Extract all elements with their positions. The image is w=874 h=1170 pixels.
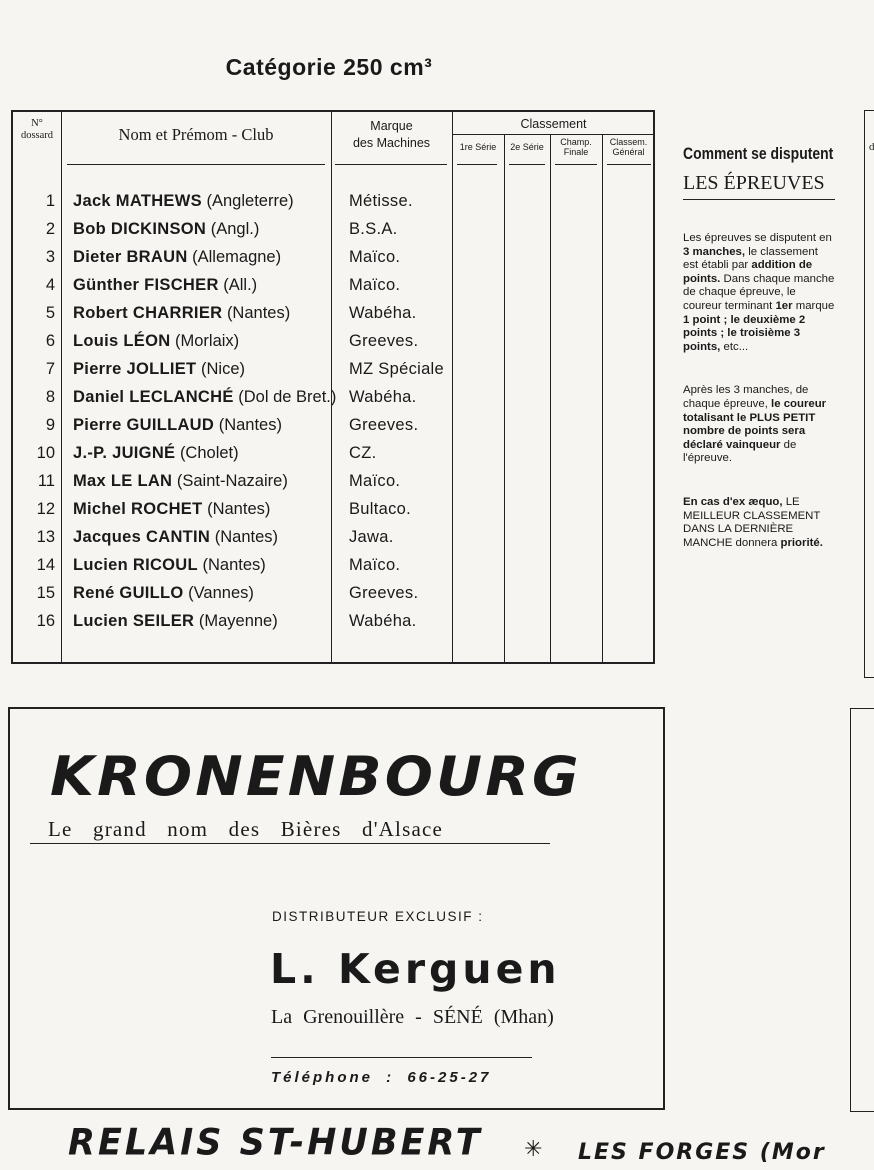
brand-logo: KRONENBOURG bbox=[50, 745, 582, 808]
distributor-label: DISTRIBUTEUR EXCLUSIF : bbox=[272, 909, 484, 924]
rider-name-club bbox=[73, 192, 294, 211]
text-bold: En cas d'ex æquo, bbox=[683, 495, 783, 508]
header-classement: Classement bbox=[520, 117, 587, 131]
bib-number: 14 bbox=[36, 556, 55, 574]
table-row bbox=[13, 468, 657, 496]
machine-brand: Maïco. bbox=[349, 556, 401, 574]
header-rule bbox=[452, 134, 655, 135]
table-row bbox=[13, 524, 657, 552]
text: le classement est établi par bbox=[683, 245, 818, 272]
header-no-text: N° bbox=[31, 118, 43, 129]
table-row bbox=[13, 216, 657, 244]
header-brand-line1: Marque bbox=[370, 119, 413, 133]
rider-club: (Morlaix) bbox=[175, 332, 240, 350]
table-row bbox=[13, 188, 657, 216]
bib-number: 16 bbox=[36, 612, 55, 630]
header-rule bbox=[509, 164, 545, 165]
bib-number: 11 bbox=[37, 472, 55, 490]
rider-club: (Nantes) bbox=[218, 416, 282, 434]
bib-number: 10 bbox=[36, 444, 55, 462]
adjacent-box-fragment bbox=[850, 708, 874, 1112]
rider-name-club bbox=[73, 500, 270, 519]
table-row bbox=[13, 412, 657, 440]
header-rule bbox=[335, 164, 447, 165]
rider-name: Lucien RICOUL bbox=[73, 556, 198, 574]
rider-name-club bbox=[73, 304, 290, 323]
bib-number: 1 bbox=[45, 192, 55, 210]
header-general-line1: Classem. bbox=[609, 137, 648, 147]
header-dossard bbox=[13, 118, 61, 142]
table-row bbox=[13, 272, 657, 300]
text: Après les 3 manches, de chaque épreuve, bbox=[683, 384, 809, 410]
rider-name: Jack MATHEWS bbox=[73, 192, 202, 210]
table-row bbox=[13, 580, 657, 608]
rider-club: (Saint-Nazaire) bbox=[176, 472, 288, 490]
table-row bbox=[13, 244, 657, 272]
machine-brand: Maïco. bbox=[349, 472, 401, 490]
rider-club: (Nantes) bbox=[214, 528, 279, 546]
machine-brand: CZ. bbox=[349, 444, 377, 462]
rider-club: (Cholet) bbox=[179, 444, 239, 462]
header-rule bbox=[67, 164, 325, 165]
header-dossard-text: dossard bbox=[20, 130, 54, 142]
sidebar-heading: Comment se disputent bbox=[683, 144, 834, 163]
rules-paragraph-points bbox=[683, 232, 835, 354]
header-rule bbox=[457, 164, 497, 165]
rider-club: (Nantes) bbox=[207, 500, 271, 518]
header-champ-finale bbox=[550, 137, 602, 158]
fragment-text: d bbox=[869, 141, 874, 153]
text: de l'épreuve. bbox=[683, 438, 797, 465]
rider-club: (Nantes) bbox=[226, 304, 291, 322]
header-champ-line2: Finale bbox=[563, 147, 589, 158]
text: LE MEILLEUR CLASSEMENT DANS LA DERNIÈRE MANCHE donnera bbox=[683, 495, 821, 549]
rider-name: Dieter BRAUN bbox=[73, 248, 188, 266]
text-bold: priorité. bbox=[780, 536, 823, 549]
machine-brand: B.S.A. bbox=[349, 220, 398, 238]
rider-club: (Nantes) bbox=[202, 556, 266, 574]
dealer-phone: Téléphone : 66-25-27 bbox=[271, 1069, 492, 1086]
bib-number: 4 bbox=[45, 276, 55, 294]
rider-name: Bob DICKINSON bbox=[73, 220, 207, 238]
header-general bbox=[602, 137, 655, 158]
header-champ-line1: Champ. bbox=[560, 137, 592, 147]
rider-name: Pierre JOLLIET bbox=[73, 360, 197, 378]
header-brand-line2: des Machines bbox=[352, 136, 431, 151]
rider-club: (All.) bbox=[223, 276, 258, 294]
bib-number: 9 bbox=[45, 416, 55, 434]
header-serie2: 2e Série bbox=[510, 142, 544, 152]
header-general-line2: Général bbox=[612, 147, 645, 158]
text: Dans chaque manche de chaque épreuve, le coureur terminant bbox=[683, 272, 835, 312]
text: Les épreuves se disputent en bbox=[683, 232, 832, 244]
rider-club: (Allemagne) bbox=[192, 248, 282, 266]
rider-name-club bbox=[73, 612, 278, 631]
rider-club: (Angl.) bbox=[210, 220, 260, 238]
table-row bbox=[13, 300, 657, 328]
rules-paragraph-tiebreak bbox=[683, 496, 835, 550]
text-bold: 1er bbox=[775, 299, 793, 312]
dealer-name: L. Kerguen bbox=[270, 945, 561, 993]
table-row bbox=[13, 608, 657, 636]
dealer-address: La Grenouillère - SÉNÉ (Mhan) bbox=[271, 1006, 554, 1028]
table-row bbox=[13, 328, 657, 356]
header-name-club: Nom et Prémom - Club bbox=[118, 125, 274, 144]
text: marque bbox=[792, 299, 835, 312]
bib-number: 8 bbox=[45, 388, 55, 406]
results-table bbox=[11, 110, 655, 664]
header-rule bbox=[607, 164, 651, 165]
header-brand bbox=[331, 119, 452, 151]
forges-banner: LES FORGES (Mor bbox=[578, 1140, 826, 1165]
text-bold: le coureur totalisant le PLUS PETIT nombre de points sera déclaré vainqueur bbox=[683, 397, 827, 451]
rider-name: Michel ROCHET bbox=[73, 500, 203, 518]
machine-brand: Maïco. bbox=[349, 248, 401, 266]
rider-name: Max LE LAN bbox=[73, 472, 173, 490]
rider-club: (Dol de Bret.) bbox=[238, 388, 337, 406]
rider-name: J.-P. JUIGNÉ bbox=[73, 444, 176, 462]
rider-name: Lucien SEILER bbox=[73, 612, 195, 630]
header-rule bbox=[555, 164, 597, 165]
rider-name-club bbox=[73, 472, 288, 491]
text-bold: 1 point ; le deuxième 2 points ; le troisième 3 points, bbox=[683, 313, 806, 353]
machine-brand: Wabéha. bbox=[349, 612, 417, 630]
machine-brand: Maïco. bbox=[349, 276, 401, 294]
rider-name-club bbox=[73, 276, 257, 295]
category-title: Catégorie 250 cm³ bbox=[225, 54, 433, 80]
bib-number: 2 bbox=[45, 220, 55, 238]
machine-brand: MZ Spéciale bbox=[349, 360, 445, 378]
rider-name-club bbox=[73, 388, 336, 407]
table-row bbox=[13, 384, 657, 412]
text-bold: addition de points. bbox=[683, 259, 813, 285]
rider-name: René GUILLO bbox=[73, 584, 184, 602]
bib-number: 6 bbox=[45, 332, 55, 350]
star-icon: ✳ bbox=[524, 1136, 543, 1161]
header-serie1: 1re Série bbox=[459, 142, 497, 152]
rules-paragraph-winner bbox=[683, 384, 835, 466]
relais-banner: RELAIS ST-HUBERT bbox=[68, 1122, 483, 1164]
machine-brand: Greeves. bbox=[349, 416, 419, 434]
bib-number: 13 bbox=[36, 528, 55, 546]
machine-brand: Jawa. bbox=[349, 528, 394, 546]
rider-club: (Vannes) bbox=[188, 584, 254, 602]
table-row bbox=[13, 496, 657, 524]
brand-tagline: Le grand nom des Bières d'Alsace bbox=[48, 817, 444, 841]
rules-sidebar bbox=[683, 110, 835, 550]
table-row bbox=[13, 552, 657, 580]
bib-number: 7 bbox=[45, 360, 55, 378]
rider-name-club bbox=[73, 584, 254, 603]
rider-name-club bbox=[73, 248, 281, 267]
kronenbourg-ad bbox=[8, 707, 665, 1110]
machine-brand: Wabéha. bbox=[349, 388, 417, 406]
rider-name-club bbox=[73, 416, 282, 435]
rider-name: Robert CHARRIER bbox=[73, 304, 223, 322]
machine-brand: Greeves. bbox=[349, 332, 419, 350]
rider-name: Pierre GUILLAUD bbox=[73, 416, 215, 434]
machine-brand: Wabéha. bbox=[349, 304, 417, 322]
rider-name-club bbox=[73, 528, 278, 547]
machine-brand: Greeves. bbox=[349, 584, 419, 602]
bib-number: 12 bbox=[36, 500, 55, 518]
rider-club: (Mayenne) bbox=[198, 612, 278, 630]
adjacent-table-fragment bbox=[864, 110, 874, 678]
rider-club: (Angleterre) bbox=[206, 192, 294, 210]
bib-number: 15 bbox=[36, 584, 55, 602]
rider-name-club bbox=[73, 556, 266, 575]
text: etc... bbox=[720, 340, 749, 353]
machine-brand: Métisse. bbox=[349, 192, 413, 210]
bib-number: 3 bbox=[45, 248, 55, 266]
address-rule bbox=[271, 1057, 532, 1058]
tagline-rule bbox=[30, 843, 550, 844]
rider-name-club bbox=[73, 360, 245, 379]
table-row bbox=[13, 440, 657, 468]
sidebar-subheading: LES ÉPREUVES bbox=[683, 172, 835, 200]
rider-name: Louis LÉON bbox=[73, 332, 171, 350]
rider-name-club bbox=[73, 332, 239, 351]
rider-name-club bbox=[73, 220, 259, 239]
bib-number: 5 bbox=[45, 304, 55, 322]
rider-name-club bbox=[73, 444, 239, 463]
rider-club: (Nice) bbox=[201, 360, 245, 378]
machine-brand: Bultaco. bbox=[349, 500, 412, 518]
rider-name: Jacques CANTIN bbox=[73, 528, 211, 546]
rider-name: Günther FISCHER bbox=[73, 276, 219, 294]
text-bold: 3 manches, bbox=[683, 245, 746, 258]
rider-name: Daniel LECLANCHÉ bbox=[73, 388, 234, 406]
table-row bbox=[13, 356, 657, 384]
